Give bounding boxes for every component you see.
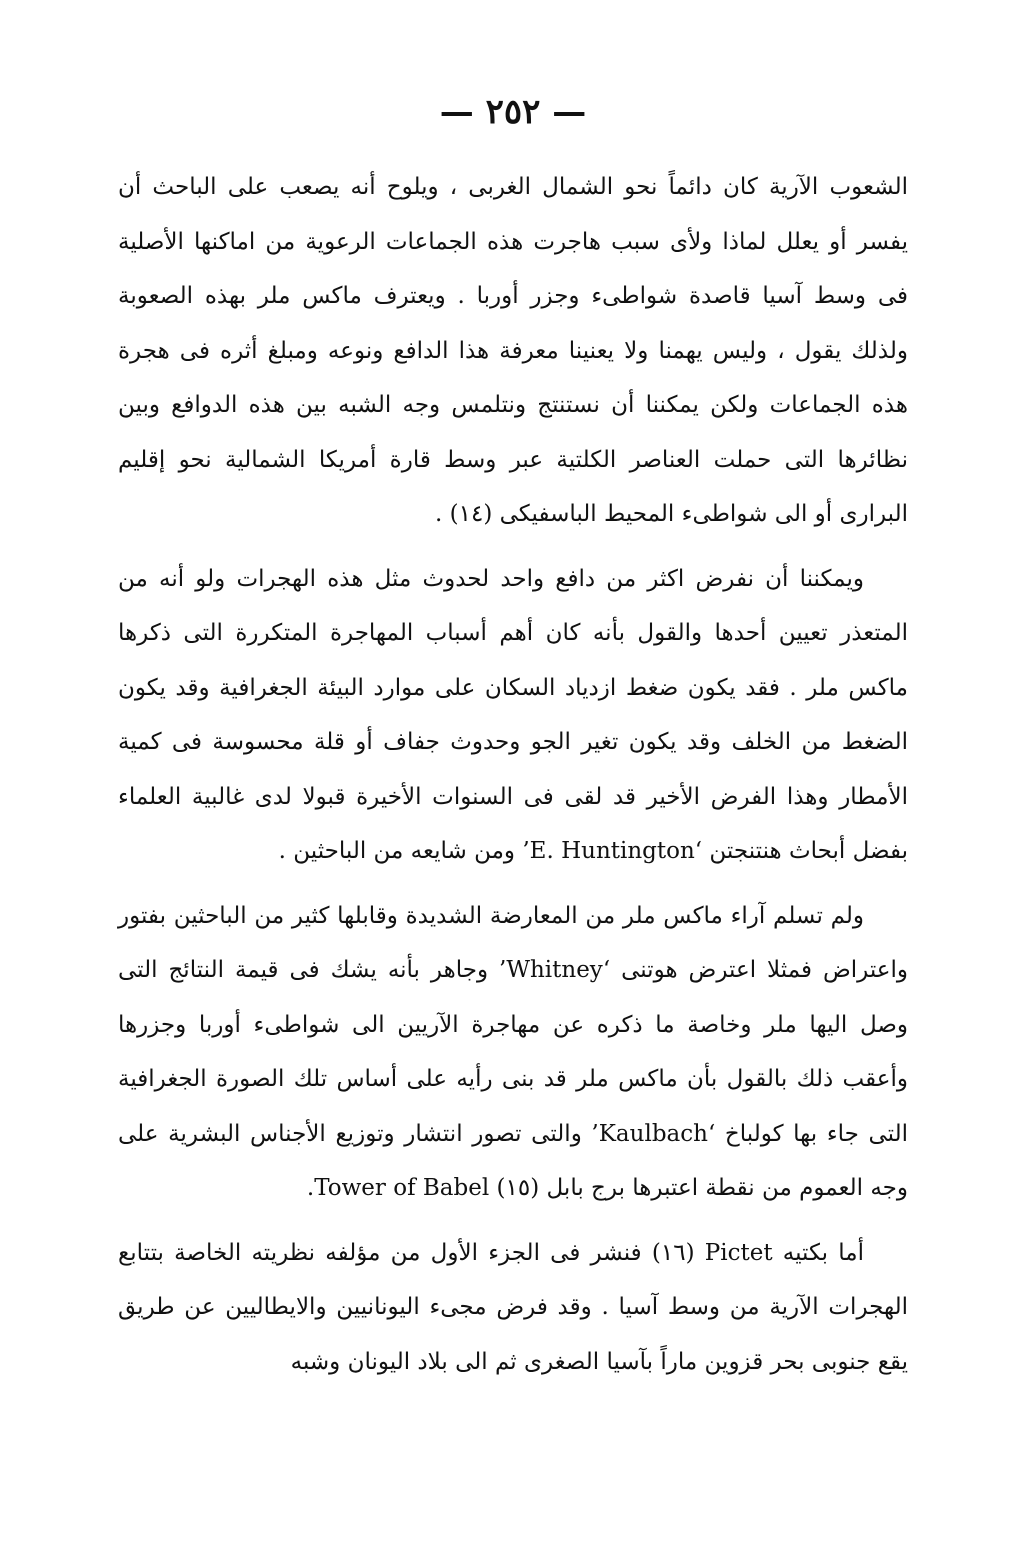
paragraph-4: أما بكتيه Pictet (١٦) فنشر فى الجزء الأول من مؤلفه نظريته الخاصة بتتابع الهجرات الآرية من وسط آسيا . وقد فرض مجىء اليونانيين والايطاليين عن طريق يقع جنوبى بحر قزوين ماراً بآسيا الصغرى ثم الى بلاد اليونان وشبه — [118, 1239, 908, 1375]
page-number: — ٢٥٢ — — [439, 92, 587, 132]
paragraph-1: الشعوب الآرية كان دائماً نحو الشمال الغربى ، ويلوح أنه يصعب على الباحث أن يفسر أو يعلل لماذا ولأى سبب هاجرت هذه الجماعات الرعوية من اماكنها الأصلية فى وسط آسيا قاصدة شواطىء وجزر أوربا . ويعترف ماكس ملر بهذه الصعوبة ولذلك يقول ، وليس يهمنا ولا يعنينا معرفة هذا الدافع ونوعه ومبلغ أثره فى هجرة هذه الجماعات ولكن يمكننا أن نستنتج ونتلمس وجه الشبه بين هذه الدوافع وبين نظائرها التى حملت العناصر الكلتية عبر وسط قارة أمريكا الشمالية نحو إقليم البرارى أو الى شواطىء المحيط الباسفيكى (١٤) . — [118, 174, 908, 527]
paragraph-2: ويمكننا أن نفرض اكثر من دافع واحد لحدوث مثل هذه الهجرات ولو أنه من المتعذر تعيين أحدها والقول بأنه كان أهم أسباب المهاجرة المتكررة التى ذكرها ماكس ملر . فقد يكون ضغط ازدياد السكان على موارد البيئة الجغرافية وقد يكون الضغط من الخلف وقد يكون تغير الجو وحدوث جفاف أو قلة محسوسة فى كمية الأمطار وهذا الفرض الأخير قد لقى فى السنوات الأخيرة قبولا لدى غالبية العلماء بفضل أبحاث هنتنجتن ‘E. Huntington’ ومن شايعه من الباحثين . — [118, 565, 908, 864]
paragraph-3: ولم تسلم آراء ماكس ملر من المعارضة الشديدة وقابلها كثير من الباحثين بفتور واعتراض فمثلا اعترض هوتنى ‘Whitney’ وجاهر بأنه يشك فى قيمة النتائج التى وصل اليها ملر وخاصة ما ذكره عن مهاجرة الآريين الى شواطىء أوربا وجزرها وأعقب ذلك بالقول بأن ماكس ملر قد بنى رأيه على أساس تلك الصورة الجغرافية التى جاء بها كولباخ ‘Kaulbach’ والتى تصور انتشار وتوزيع الأجناس البشرية على وجه العموم من نقطة اعتبرها برج بابل (١٥) Tower of Babel. — [118, 902, 908, 1201]
body-text — [118, 160, 908, 1389]
